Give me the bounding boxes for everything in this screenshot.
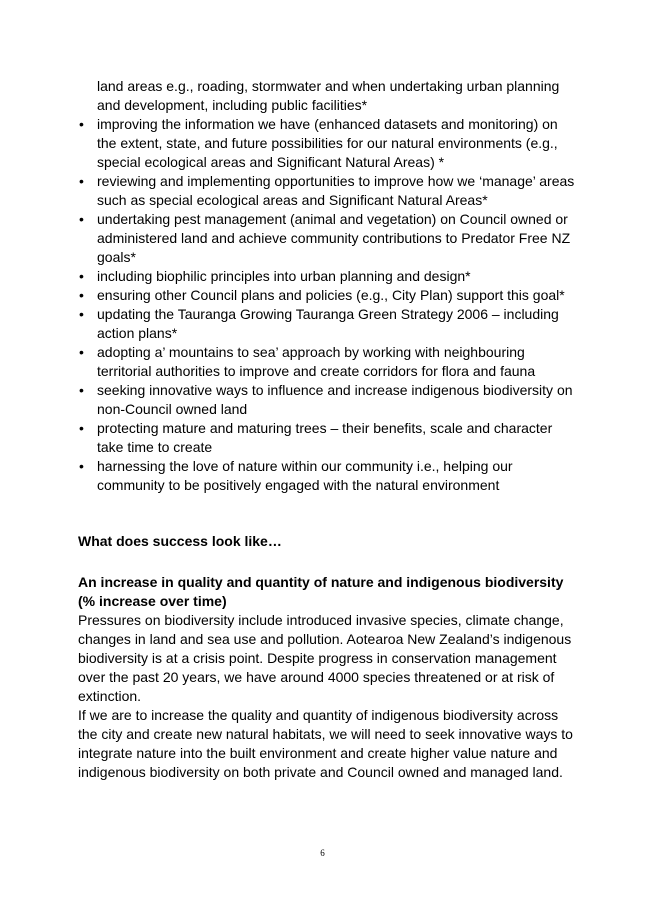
list-item <box>78 419 578 457</box>
bullet-icon: • <box>79 173 84 189</box>
increase-heading: An increase in quality and quantity of nature and indigenous biodiversity (% increase over time) <box>78 574 564 609</box>
increase-paragraph: If we are to increase the quality and quantity of indigenous biodiversity across the city and create new natural habitats, we will need to seek innovative ways to integrate nature into the built environment and create higher value nature and indigenous biodiversity on both private and Council owned and managed land. <box>78 707 573 780</box>
bullet-icon: • <box>79 344 84 360</box>
list-item <box>78 305 578 343</box>
bullet-icon: • <box>79 306 84 322</box>
list-item-text: ensuring other Council plans and policies (e.g., City Plan) support this goal* <box>97 287 565 303</box>
list-item-text: harnessing the love of nature within our community i.e., helping our community to be positively engaged with the natural environment <box>97 458 513 493</box>
page-content <box>78 77 578 782</box>
bullet-icon: • <box>79 268 84 284</box>
list-item <box>78 267 578 286</box>
pressures-paragraph: Pressures on biodiversity include introduced invasive species, climate change, changes in land and sea use and pollution. Aotearoa New Zealand’s indigenous biodiversity is at a crisis point. Despite progress in conservation management over the past 20 years, we have around 4000 species threatened or at risk of extinction. <box>78 612 572 704</box>
bullet-icon: • <box>79 420 84 436</box>
list-item-text: seeking innovative ways to influence and increase indigenous biodiversity on non-Council owned land <box>97 382 573 417</box>
list-item <box>78 286 578 305</box>
list-item <box>78 115 578 172</box>
bullet-icon: • <box>79 458 84 474</box>
page-number: 6 <box>320 848 325 858</box>
list-item-text: reviewing and implementing opportunities to improve how we ‘manage’ areas such as special ecological areas and Significant Natural Areas* <box>97 173 575 208</box>
list-item-text: updating the Tauranga Growing Tauranga Green Strategy 2006 – including action plans* <box>97 306 559 341</box>
list-item-text: undertaking pest management (animal and vegetation) on Council owned or administered land and achieve community contributions to Predator Free NZ goals* <box>97 211 571 265</box>
list-item <box>78 381 578 419</box>
list-item <box>78 343 578 381</box>
success-heading: What does success look like… <box>78 533 282 549</box>
list-item <box>78 210 578 267</box>
list-item <box>78 457 578 495</box>
continued-bullet-text: land areas e.g., roading, stormwater and when undertaking urban planning and development, including public facilities* <box>97 78 560 113</box>
bullet-icon: • <box>79 287 84 303</box>
list-item <box>78 172 578 210</box>
bullet-icon: • <box>79 116 84 132</box>
bullet-icon: • <box>79 382 84 398</box>
list-item-text: improving the information we have (enhanced datasets and monitoring) on the extent, state, and future possibilities for our natural environments (e.g., special ecological areas and Significant Natural Areas) * <box>97 116 558 170</box>
list-item-text: protecting mature and maturing trees – their benefits, scale and character take time to create <box>97 420 553 455</box>
action-bullet-list <box>78 115 578 495</box>
list-item-text: adopting a’ mountains to sea’ approach by working with neighbouring territorial authorities to improve and create corridors for flora and fauna <box>97 344 536 379</box>
list-item-text: including biophilic principles into urban planning and design* <box>97 268 471 284</box>
bullet-icon: • <box>79 211 84 227</box>
